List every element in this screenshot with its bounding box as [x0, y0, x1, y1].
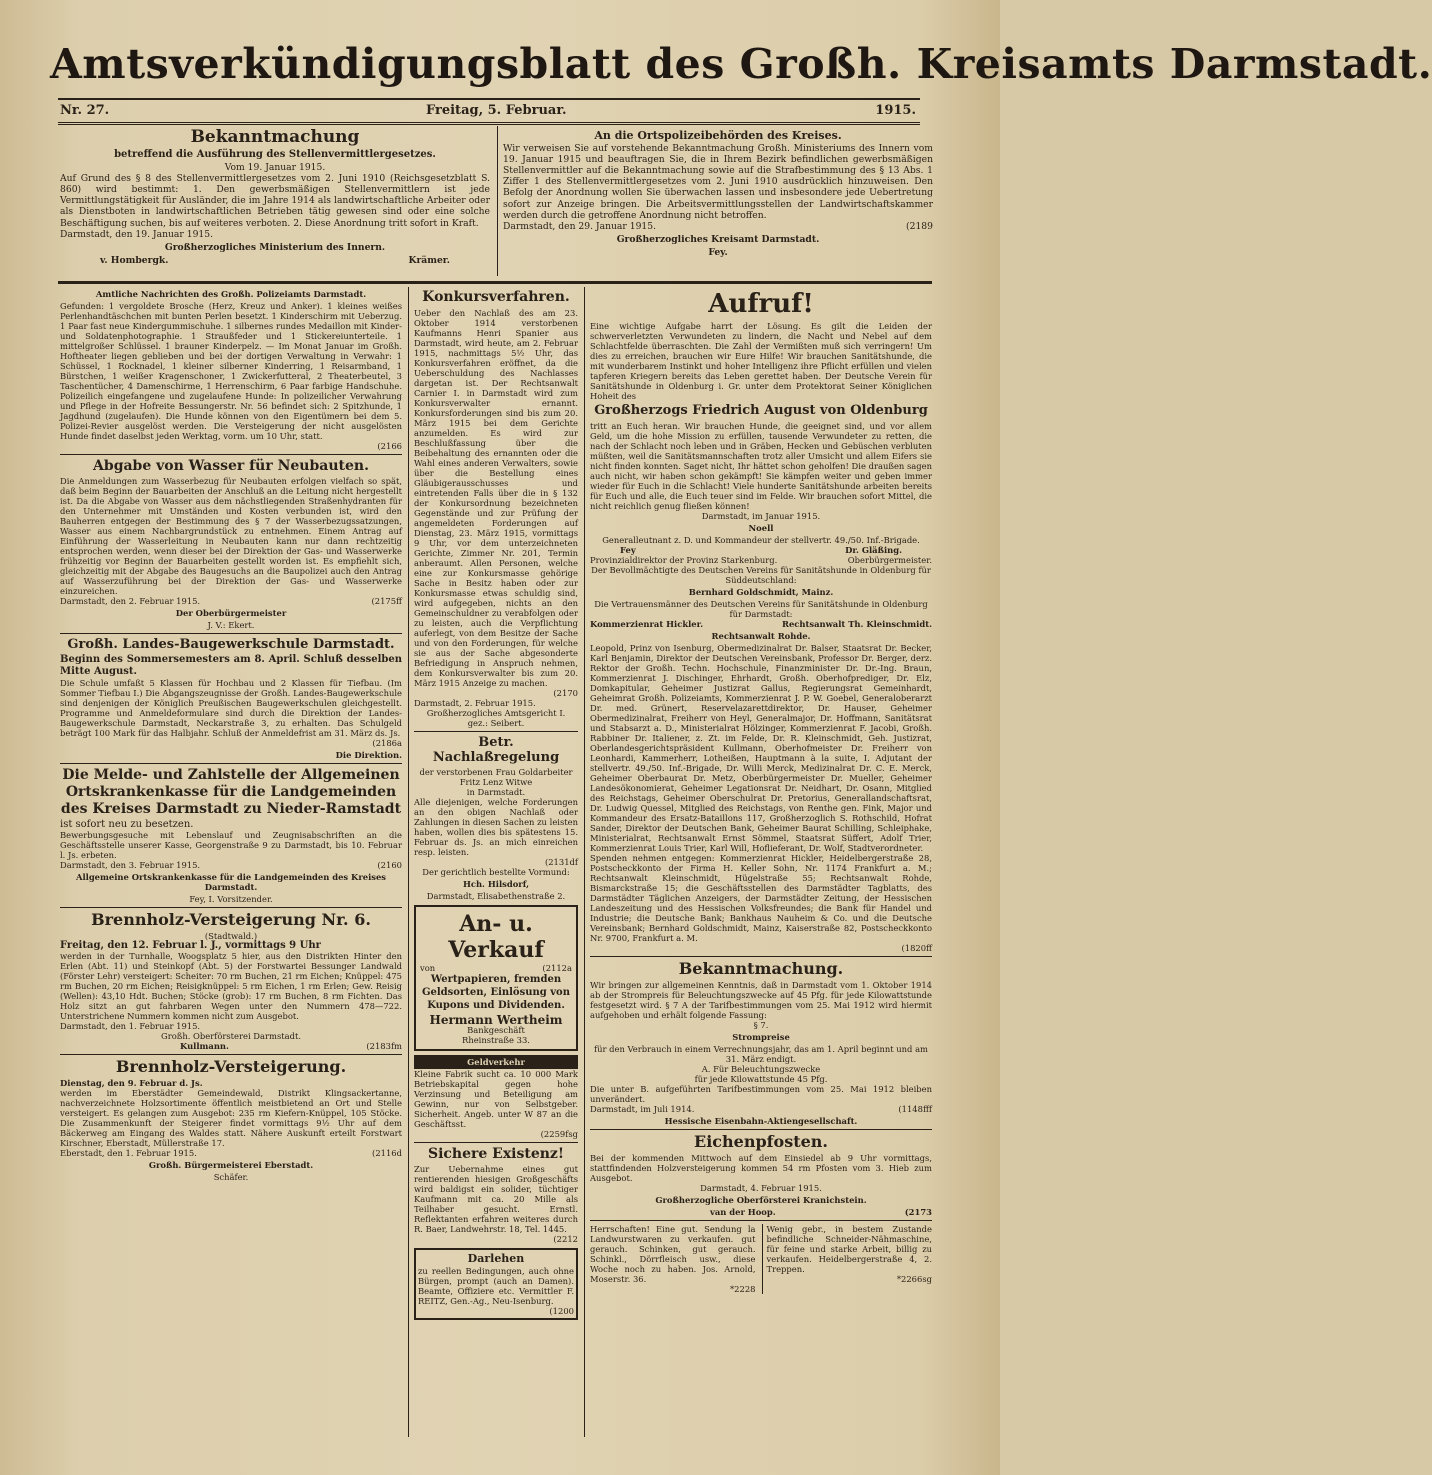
strompreis-p1: § 7.	[753, 1020, 769, 1030]
existenz-text: Zur Uebernahme eines gut rentierenden hiesigen Großgeschäfts wird baldigst ein solider, tüchtiger Kaufmann mit ca. 20 Mille als Teilhaber gesucht. Ernstl. Reflektanten erfahren weiteres durch R. Baer, Landwehrstr. 18, Tel. 1445.	[414, 1164, 578, 1234]
brennholz-6-text: werden in der Turnhalle, Woogsplatz 5 hier, aus den Distrikten Hinter den Erlen (Abt. 11) und Steinkopf (Abt. 5) der Forstwartei Bessunger Landwald (Förster Lehr) versteigert: Scheiter: 70 rm Buchen, 21 rm Eichen; Knüppel: 475 rm Buchen, 20 rm Eichen; Reisigknüppel: 5 rm Eichen, 1 rm Erlen; Gew. Reisig (Wellen): 43,10 Hdt. Buchen; Stöcke (grob): 17 rm Buchen, 8 rm Fichten. Das Holz sitzt an gut fahrbaren Wegen unter den Nummern 478—722. Unterstrichene Nummern kommen nicht zum Ausgebot.	[60, 951, 402, 1021]
ad-naehmaschine-text: Wenig gebr., in bestem Zustande befindliche Schneider-Nähmaschine, für feine und starke Arbeit, billig zu verkaufen. Heidelbergerstraße 4, 2. Treppen.	[766, 1224, 932, 1274]
notice-subtitle: betreffend die Ausführung des Stellenvermittlergesetzes.	[114, 149, 436, 160]
aufruf-title: Aufruf!	[708, 289, 814, 319]
ad-landwurst-ref: *2228	[729, 1284, 756, 1294]
aufruf-n6: Oberbürgermeister.	[847, 555, 932, 565]
krankenkasse-ref: (2160	[377, 860, 402, 870]
aufruf-n12: Rechtsanwalt Rohde.	[711, 631, 811, 641]
small-ads-row	[590, 1224, 932, 1294]
baugewerkschule-ref: (2186a	[372, 738, 402, 748]
water-ref: (2175ff	[371, 596, 402, 606]
notice-ortspolizei	[503, 128, 933, 260]
nachlass-sub: der verstorbenen Frau Goldarbeiter Fritz Lenz Witwe	[419, 767, 573, 787]
nachlass-text: Alle diejenigen, welche Forderungen an den obigen Nachlaß oder Zahlungen in diesen Sachen zu leisten haben, wollen dies bis spätestens 15. Februar ds. Js. an mich einreichen resp. leisten.	[414, 797, 578, 857]
krankenkasse-place: Darmstadt, den 3. Februar 1915.	[60, 860, 201, 870]
ad-naehmaschine	[762, 1224, 933, 1294]
eichenpfosten-title: Eichenpfosten.	[694, 1132, 828, 1151]
police-news-text: Gefunden: 1 vergoldete Brosche (Herz, Kreuz und Anker). 1 kleines weißes Perlenhandtäschchen mit bunten Perlen besetzt. 1 Kinderschirm mit Ueberzug. 1 Paar fast neue Kindergummischuhe. 1 silbernes rundes Medaillon mit Kinder- und Soldatenphotographie. 1 Straußfeder und 1 Stickereiunterteile. 1 mittelgroßer Schlüssel. 1 brauner Kinderpelz. — Im Monat Januar im Großh. Hoftheater liegen geblieben und bei der dortigen Verwaltung in Verwahr: 1 Schüssel, 1 Rocknadel, 1 kleiner silberner Kinderring, 1 Reisarmband, 1 Bürstchen, 1 weißer Kragenschoner, 1 Zwickerfutteral, 2 Theaterbeutel, 3 Taschentücher, 4 Damenschirme, 1 Herrenschirm, 6 Paar farbige Handschuhe. Polizeilich eingefangene und zugelaufene Hunde: In polizeilicher Verwahrung und Pflege in der Hofreite Bessungerstr. Nr. 56 befindet sich: 2 Spitzhunde, 1 Jagdhund (zugelaufen). Die Hunde können von den Eigentümern bei dem 5. Polizei-Revier ausgelöst werden. Die Versteigerung der nicht ausgelösten Hunde findet daselbst jeden Werktag, vorm. um 10 Uhr, statt.	[60, 301, 402, 441]
police-news-title: Amtliche Nachrichten des Großh. Polizeiamts Darmstadt.	[95, 289, 367, 299]
notice-place: Darmstadt, den 29. Januar 1915.	[503, 220, 657, 232]
baugewerkschule-lead: Beginn des Sommersemesters am 8. April. Schluß desselben Mitte August.	[60, 654, 402, 677]
aufruf-n2: Generalleutnant z. D. und Kommandeur der stellvertr. 49./50. Inf.-Brigade.	[602, 535, 920, 545]
nachlass-title: Betr. Nachlaßregelung	[432, 735, 560, 765]
strompreis-ref: (1148fff	[898, 1104, 932, 1114]
nachlass-ref: (2131df	[544, 857, 578, 867]
darlehen-ref: (1200	[549, 1306, 574, 1316]
aufruf-n4: Dr. Gläßing.	[845, 545, 902, 555]
strompreis-sign: Hessische Eisenbahn-Aktiengesellschaft.	[664, 1116, 858, 1126]
konkurs-sign: Großherzogliches Amtsgericht I.	[426, 708, 566, 718]
dateline	[58, 98, 920, 125]
eichenpfosten-place: Darmstadt, 4. Februar 1915.	[700, 1183, 822, 1193]
eichenpfosten-text: Bei der kommenden Mittwoch auf dem Einsiedel ab 9 Uhr vormittags, stattfindenden Holzversteigerung kommen 54 rm Pfosten vom 3. Hieb zum Ausgebot.	[590, 1153, 932, 1183]
police-news-ref: (2166	[377, 441, 402, 451]
ad-wertheim-text: Wertpapieren, fremden Geldsorten, Einlösung von Kupons und Dividenden.	[421, 974, 571, 1011]
darlehen-title: Darlehen	[467, 1252, 525, 1265]
baugewerkschule-title: Großh. Landes-Baugewerkschule Darmstadt.	[67, 637, 395, 652]
ad-wertheim-type: Bankgeschäft	[467, 1025, 525, 1035]
water-place: Darmstadt, den 2. Februar 1915.	[60, 596, 201, 606]
column-3	[590, 287, 932, 1294]
brennholz-6-sub: (Stadtwald.)	[204, 931, 258, 941]
brennholz-text: werden im Eberstädter Gemeindewald, Distrikt Klingsackertanne, nachverzeichnete Holzsortimente öffentlich meistbietend an Ort und Stelle versteigert. Es gelangen zum Ausgebot: 235 rm Kiefern-Knüppel, 105 Stöcke. Die Zusammenkunft der Steigerer findet vormittags 9½ Uhr auf dem Bäckerweg am Eingang des Waldes statt. Nähere Auskunft erteilt Forstwart Kirschner, Eberstadt, Müllerstraße 17.	[60, 1088, 402, 1148]
krankenkasse-sign-name: Fey, I. Vorsitzender.	[189, 894, 273, 904]
aufruf-n10: Kommerzienrat Hickler.	[590, 619, 704, 629]
konkurs-ref: (2170	[553, 688, 578, 698]
brennholz-6-lead: Freitag, den 12. Februar l. J., vormittags 9 Uhr	[60, 940, 321, 951]
aufruf-duke: Großherzogs Friedrich August von Oldenburg	[594, 403, 928, 418]
ad-naehmaschine-ref: *2266sg	[896, 1274, 932, 1284]
eichenpfosten-sign: Großherzogliche Oberförsterei Kranichstein.	[655, 1195, 867, 1205]
brennholz-6-sign-name: Kullmann.	[180, 1041, 229, 1051]
aufruf-n9: Die Vertrauensmänner des Deutschen Vereins für Sanitätshunde in Oldenburg für Darmstadt:	[594, 599, 928, 619]
krankenkasse-title: Die Melde- und Zahlstelle der Allgemeinen Ortskrankenkasse für die Landgemeinden des Kreises Darmstadt zu Nieder-Ramstadt	[60, 767, 402, 817]
geldverkehr-ref: (2259fsg	[540, 1129, 578, 1139]
strompreis-title: Bekanntmachung.	[678, 959, 844, 978]
aufruf-n11: Rechtsanwalt Th. Kleinschmidt.	[782, 619, 932, 629]
ad-wertheim-ref: (2112a	[542, 963, 572, 973]
notice-date: Vom 19. Januar 1915.	[224, 162, 326, 174]
ad-landwurst	[590, 1224, 756, 1294]
brennholz-ref: (2116d	[372, 1148, 402, 1158]
aufruf-text: Eine wichtige Aufgabe harrt der Lösung. Es gilt die Leiden der schwerverletzten Verwundeten zu lindern, die Nacht und Nebel auf dem Schlachtfelde überraschten. Die Zahl der Vermißten muß sich verringern! Um dies zu erreichen, brauchen wir Eure Hilfe! Wir brauchen Sanitätshunde, die mit wunderbarem Instinkt und hoher Intelligenz ihre Pflicht erfüllen und vielen tapferen Kriegern bereits das Leben gerettet haben. Der Deutsche Verein für Sanitätshunde in Oldenburg i. Gr. unter dem Protektorat Seiner Königlichen Hoheit des	[590, 321, 932, 401]
brennholz-6-ref: (2183fm	[366, 1041, 402, 1051]
issue-date: Freitag, 5. Februar.	[426, 103, 567, 118]
column-1	[60, 287, 402, 1182]
aufruf-n5: Provinzialdirektor der Provinz Starkenburg.	[590, 555, 778, 565]
water-sign: Der Oberbürgermeister	[175, 608, 287, 618]
notice-ref: (2189	[906, 220, 933, 232]
water-sign-name: J. V.: Ekert.	[207, 620, 255, 630]
aufruf-n7: Der Bevollmächtigte des Deutschen Vereins für Sanitätshunde in Oldenburg für Süddeutschland:	[591, 565, 931, 585]
brennholz-6-sign: Großh. Oberförsterei Darmstadt.	[161, 1031, 301, 1041]
issue-year: 1915.	[875, 103, 916, 118]
konkurs-text: Ueber den Nachlaß des am 23. Oktober 1914 verstorbenen Kaufmanns Henri Spanier aus Darmstadt, wird heute, am 2. Februar 1915, nachmittags 5½ Uhr, das Konkursverfahren eröffnet, da die Ueberschuldung des Nachlasses dargetan ist. Der Rechtsanwalt Carnier I. in Darmstadt wird zum Konkursverwalter ernannt. Konkursforderungen sind bis zum 20. März 1915 bei dem Gerichte anzumelden. Es wird zur Beschlußfassung über die Beibehaltung des ernannten oder die Wahl eines anderen Verwalters, sowie über die Bestellung eines Gläubigerausschusses und eintretenden Falls über die in § 132 der Konkursordnung bezeichneten Gegenstände und zur Prüfung der angemeldeten Forderungen auf Dienstag, 23. März 1915, vormittags 9 Uhr, vor dem unterzeichneten Gerichte, Zimmer Nr. 201, Termin anberaumt. Allen Personen, welche eine zur Konkursmasse gehörige Sache in Besitz haben oder zur Konkursmasse etwas schuldig sind, wird aufgegeben, nichts an den Gemeinschuldner zu verabfolgen oder zu leisten, auch die Verpflichtung auferlegt, von dem Besitze der Sache und von den Forderungen, für welche sie aus der Sache abgesonderte Befriedigung in Anspruch nehmen, dem Konkursverwalter bis zum 20. März 1915 Anzeige zu machen.	[414, 308, 578, 688]
strompreis-p4: A. Für Beleuchtungszwecke	[701, 1064, 821, 1074]
issue-number: Nr. 27.	[60, 103, 110, 118]
eichenpfosten-sign-name: van der Hoop.	[710, 1207, 776, 1217]
baugewerkschule-text: Die Schule umfaßt 5 Klassen für Hochbau und 2 Klassen für Tiefbau. (Im Sommer Tiefbau I.) Die Abgangszeugnisse der Großh. Landes-Baugewerkschule sind denjenigen der Königlich Preußischen Baugewerkschulen gleichgestellt. Programme und Anmeldeformulare sind durch die Direktion der Landes-Baugewerkschule Darmstadt, Neckarstraße 3, zu erhalten. Das Schulgeld beträgt 100 Mark für das Halbjahr. Schluß der Anmeldefrist am 31. März ds. Js.	[60, 678, 402, 738]
aufruf-list: Leopold, Prinz von Isenburg, Obermedizinalrat Dr. Balser, Staatsrat Dr. Becker, Karl Benjamin, Direktor der Deutschen Vereinsbank, Professor Dr. Berger, derz. Rektor der Großh. Techn. Hochschule, Finanzminister Dr. Dr.-Ing. Braun, Kommerzienrat J. Dischinger, Ehrhardt, Großh. Oberhofprediger, Dr. Elz, Domkapitular, Geheimer Justizrat Gallus, Regierungsrat Gemeinhardt, Geheimrat Großh. Polizeiamts, Kommerzienrat J. P. W. Goebel, Generaloberarzt Dr. med. Grünert, Reservelazarettdirektor, Dr. Hauser, Geheimer Obermedizinalrat, Freiherr von Heyl, Generalmajor, Dr. Hoffmann, Sanitätsrat und Stabsarzt a. D., Ministerialrat Hölzinger, Kommerzienrat F. Jacobi, Großh. Rabbiner Dr. Italiener, z. Zt. im Felde, Dr. R. Kleinschmidt, Geh. Justizrat, Oberlandesgerichtspräsident Kullmann, Oberhofmeister Dr. Freiherr von Leonhardi, Kammerherr, Lotheißen, Hauptmann à la suite, I. Adjutant der stellvertr. 49./50. Inf.-Brigade, Dr. Willi Merck, Medizinalrat Dr. C. E. Merck, Geheimer Oberbaurat Dr. Metz, Oberbürgermeister Dr. Mueller, Geheimer Landesökonomierat, Geheimer Legationsrat Dr. Neidhart, Dr. Osann, Mitglied des Reichstags, Geheimer Oberschulrat Dr. Pretorius, Generallandschaftsrat, Dr. Ludwig Quessel, Mitglied des Reichstags, von Renthe gen. Fink, Major und Kommandeur des Ersatz-Bataillons 117, Großherzoglich S. Rothschild, Hofrat Sander, Direktor der Deutschen Bank, Geheimer Baurat Schilling, Schleiphake, Ministerialrat, Rechtsanwalt Ernst Sömmel, Staatsrat Süffert, Adolf Trier, Kommerzienrat Louis Trier, Karl Will, Hoflieferant, Dr. Wolf, Stadtverordneter.	[590, 643, 932, 853]
krankenkasse-text: Bewerbungsgesuche mit Lebenslauf und Zeugnisabschriften an die Geschäftsstelle unserer Kasse, Georgenstraße 9 zu Darmstadt, bis 10. Februar l. Js. erbeten.	[60, 830, 402, 860]
ad-wertheim-title: An- u. Verkauf	[448, 911, 544, 963]
notice-text: Wir verweisen Sie auf vorstehende Bekanntmachung Großh. Ministeriums des Innern vom 19. Januar 1915 und beauftragen Sie, die in Ihrem Bezirk befindlichen gewerbsmäßigen Stellenvermittler auf die Bekanntmachung sowie auf die Strafbestimmung des § 13 Abs. 1 Ziffer 1 des Stellenvermittlergesetzes vom 2. Juni 1910 ausdrücklich hinzuweisen. Den Befolg der Anordnung wollen Sie überwachen lassen und insbesondere jede Uebertretung sofort zur Anzeige bringen. Die Arbeitsvermittlungsstellen der Landwirtschaftskammer werden durch die getroffene Anordnung nicht betroffen.	[503, 143, 933, 221]
ad-wertheim-von: von	[420, 963, 436, 973]
column-divider	[497, 126, 498, 276]
eichenpfosten-ref: (2173	[904, 1207, 932, 1217]
column-2	[414, 287, 578, 1320]
notice-title: An die Ortspolizeibehörden des Kreises.	[594, 129, 842, 142]
water-text: Die Anmeldungen zum Wasserbezug für Neubauten erfolgen vielfach so spät, daß beim Beginn der Bauarbeiten der Anschluß an die Leitung nicht hergestellt ist. Da die Abgabe von Wasser aus dem nächstliegenden Straßenhydranten für den Unternehmer mit Umständen und Kosten verbunden ist, wird den Bauherren entgegen der Bestimmung des § 7 der Wasserbezugssatzungen, Wasser aus einem Nachbargrundstück zu entnehmen. Einem Antrag auf Einführung der Wasserleitung in Neubauten kann nur dann rechtzeitig entsprochen werden, wenn dieser bei der Direktion der Gas- und Wasserwerke frühzeitig vor Beginn der Bauarbeiten gestellt worden ist. Es empfiehlt sich, gleichzeitig mit der Abgabe des Baugesuchs an die Baupolizei auch den Antrag auf Wasserzuführung bei der Direktion der Gas- und Wasserwerke einzureichen.	[60, 476, 402, 596]
nachlass-sign-name: Hch. Hilsdorf,	[462, 879, 530, 889]
aufruf-n1: Noell	[748, 523, 774, 533]
aufruf-text2: tritt an Euch heran. Wir brauchen Hunde, die geeignet sind, und vor allem Geld, um die hohe Mission zu erfüllen, tausende Verwundeter zu retten, die nach der Schlacht noch leben und in Gräben, Hecken und Gebüschen verbluten müßten, weil die Sanitätsmannschaften trotz aller Umsicht und allem Eifers sie nicht finden konnten. Saget nicht, Ihr hättet schon geholfen! Die draußen sagen auch nicht, wir haben schon gekämpft! Sie kämpfen weiter und geben immer wieder für Euch in die Schlacht! Viele hunderte Sanitätshunde arbeiten bereits für Euch und alle, die Euch teuer sind im Felde. Wir brauchen sofort Mittel, die nicht reichlich genug fließen können!	[590, 421, 932, 511]
ad-darlehen	[414, 1248, 578, 1320]
strompreis-p5: für jede Kilowattstunde 45 Pfg.	[694, 1074, 828, 1084]
aufruf-n3: Fey	[620, 545, 636, 555]
nachlass-sign: Der gerichtlich bestellte Vormund:	[422, 867, 570, 877]
aufruf-ref: (1820ff	[901, 943, 932, 953]
krankenkasse-lead: ist sofort neu zu besetzen.	[60, 819, 194, 830]
section-rule	[58, 281, 932, 284]
brennholz-sign-name: Schäfer.	[213, 1172, 249, 1182]
ad-wertheim-addr: Rheinstraße 33.	[462, 1035, 530, 1045]
column-divider	[584, 287, 585, 1437]
ad-wertheim-firm: Hermann Wertheim	[429, 1013, 563, 1027]
strompreis-place: Darmstadt, im Juli 1914.	[590, 1104, 695, 1114]
aufruf-place: Darmstadt, im Januar 1915.	[701, 511, 821, 521]
brennholz-sign: Großh. Bürgermeisterei Eberstadt.	[148, 1160, 314, 1170]
konkurs-sign-name: gez.: Seibert.	[467, 718, 525, 728]
geldverkehr-text: Kleine Fabrik sucht ca. 10 000 Mark Betriebskapital gegen hohe Verzinsung und Beteiligung am Gewinn, nur von Selbstgeber. Sicherheit. Angeb. unter W 87 an die Geschäftsst.	[414, 1069, 578, 1129]
brennholz-6-place: Darmstadt, den 1. Februar 1915.	[60, 1021, 201, 1031]
konkurs-title: Konkursverfahren.	[422, 289, 570, 305]
nachlass-sub2: in Darmstadt.	[466, 787, 526, 797]
konkurs-place: Darmstadt, 2. Februar 1915.	[414, 698, 536, 708]
ad-landwurst-text: Herrschaften! Eine gut. Sendung la Landwurstwaren zu verkaufen. gut gerauch. Schinken, gut gerauch. Schinkl., Dörrfleisch usw., diese Woche noch zu haben. Jos. Arnold, Moserstr. 36.	[590, 1224, 756, 1284]
darlehen-text: zu reellen Bedingungen, auch ohne Bürgen, prompt (auch an Damen). Beamte, Offiziere etc. Vermittler F. REITZ, Gen.-Ag., Neu-Isenburg.	[418, 1266, 574, 1306]
notice-sign-name: Fey.	[708, 246, 728, 258]
brennholz-title: Brennholz-Versteigerung.	[115, 1057, 347, 1076]
masthead-title: Amtsverkündigungsblatt des Großh. Kreisamts Darmstadt.	[50, 40, 1432, 88]
notice-sign-b: Krämer.	[408, 254, 450, 266]
notice-sign: Großherzogliches Ministerium des Innern.	[164, 241, 386, 253]
existenz-ref: (2212	[553, 1234, 578, 1244]
brennholz-lead: Dienstag, den 9. Februar d. Js.	[60, 1078, 203, 1088]
aufruf-n8: Bernhard Goldschmidt, Mainz.	[688, 587, 834, 597]
aufruf-spenden: Spenden nehmen entgegen: Kommerzienrat Hickler, Heidelbergerstraße 28, Postscheckkonto der Firma H. Keller Sohn, Nr. 1174 Frankfurt a. M.; Rechtsanwalt Kleinschmidt, Hügelstraße 55; Rechtsanwalt Rohde, Bismarckstraße 15; die Geschäftsstellen des Darmstädter Tagblatts, des Darmstädter Täglichen Anzeigers, der Darmstädter Zeitung, der Hessischen Landeszeitung und des Hessischen Volksfreundes; die Bank für Handel und Industrie; die Deutsche Bank; Bankhaus Nauheim & Co. und die Deutsche Vereinsbank; Bernhard Goldschmidt, Mainz, Kaiserstraße 82, Postscheckkonto Nr. 9700, Frankfurt a. M.	[590, 853, 932, 943]
strompreis-p3: für den Verbrauch in einem Verrechnungsjahr, das am 1. April beginnt und am 31. März endigt.	[593, 1044, 929, 1064]
baugewerkschule-sign: Die Direktion.	[335, 750, 402, 760]
geldverkehr-banner: Geldverkehr	[414, 1055, 578, 1069]
notice-sign: Großherzogliches Kreisamt Darmstadt.	[616, 233, 820, 245]
strompreis-p2: Strompreise	[732, 1032, 790, 1042]
krankenkasse-sign: Allgemeine Ortskrankenkasse für die Landgemeinden des Kreises Darmstadt.	[75, 872, 387, 892]
notice-place: Darmstadt, den 19. Januar 1915.	[60, 228, 214, 240]
strompreis-text: Wir bringen zur allgemeinen Kenntnis, daß in Darmstadt vom 1. Oktober 1914 ab der Strompreis für Beleuchtungszwecke auf 45 Pfg. für jede Kilowattstunde festgesetzt wird. § 7 A der Tarifbestimmungen vom 25. Mai 1912 wird hiermit aufgehoben und erhält folgende Fassung:	[590, 980, 932, 1020]
notice-sign-a: v. Hombergk.	[100, 254, 169, 266]
column-divider	[408, 287, 409, 1437]
strompreis-p6: Die unter B. aufgeführten Tarifbestimmungen vom 25. Mai 1912 bleiben unverändert.	[590, 1084, 932, 1104]
notice-stellenvermittler	[60, 126, 490, 266]
brennholz-place: Eberstadt, den 1. Februar 1915.	[60, 1148, 197, 1158]
notice-text: Auf Grund des § 8 des Stellenvermittlergesetzes vom 2. Juni 1910 (Reichsgesetzblatt S. 860) wird bestimmt: 1. Den gewerbsmäßigen Stellenvermittlern ist jede Vermittlungstätigkeit für Ausländer, die im Jahre 1914 als landwirtschaftliche Arbeiter oder als Dienstboten in landwirtschaftlichen Betrieben tätig gewesen sind oder eine solche Beschäftigung suchen, bis auf weiteres verboten. 2. Diese Anordnung tritt sofort in Kraft.	[60, 173, 490, 229]
water-title: Abgabe von Wasser für Neubauten.	[93, 458, 369, 474]
ad-wertheim	[414, 905, 578, 1051]
nachlass-sign-addr: Darmstadt, Elisabethenstraße 2.	[426, 891, 566, 901]
notice-title: Bekanntmachung	[190, 127, 360, 147]
existenz-title: Sichere Existenz!	[427, 1146, 565, 1162]
brennholz-6-title: Brennholz-Versteigerung Nr. 6.	[91, 910, 371, 929]
